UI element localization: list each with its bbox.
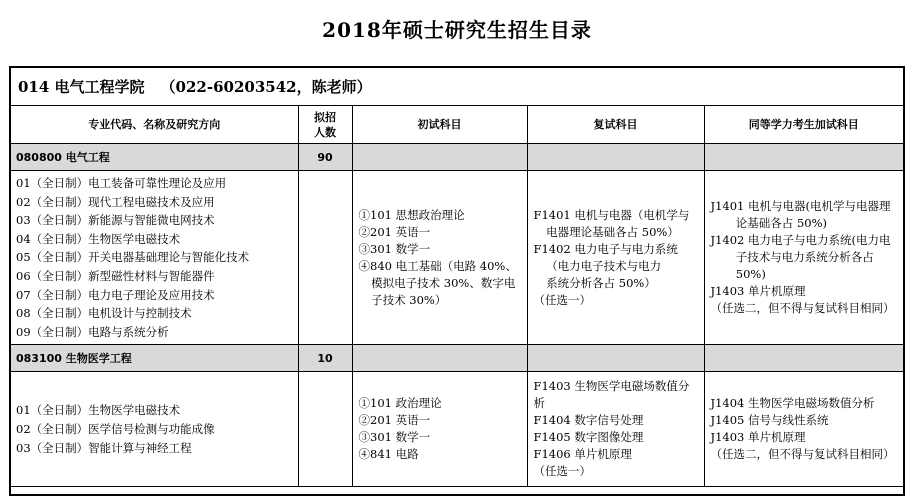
initial-subjects: ①101 政治理论 ②201 英语一 ③301 数学一 ④841 电路 xyxy=(352,372,527,487)
direction-item: 07（全日制）电力电子理论及应用技术 xyxy=(16,287,215,302)
major-row-electrical xyxy=(11,144,903,171)
header-retest: 复试科目 xyxy=(527,106,704,144)
direction-item: 03（全日制）智能计算与神经工程 xyxy=(16,440,192,455)
extra-subjects: J1401 电机与电器(电机学与电器理 论基础各占 50%) J1402 电力电子与电力系统(电力电 子技术与电力系统分析各占 50%) J1403 单片机原理 （任选二，但不得与复试科目相同） xyxy=(704,171,903,345)
quota-cell xyxy=(298,372,352,487)
major-code-name: 080800 电气工程 xyxy=(11,144,298,171)
retest-subjects: F1403 生物医学电磁场数值分 析 F1404 数字信号处理 F1405 数字图像处理 F1406 单片机原理 （任选一） xyxy=(527,372,704,487)
research-directions xyxy=(11,171,298,345)
direction-item: 05（全日制）开关电器基础理论与智能化技术 xyxy=(16,250,250,265)
initial-subjects: ①101 思想政治理论 ②201 英语一 ③301 数学一 ④840 电工基础（电路 40%、 模拟电子技术 30%、数字电 子技术 30%） xyxy=(352,171,527,345)
direction-item: 02（全日制）现代工程电磁技术及应用 xyxy=(16,194,215,209)
school-contact: （022-60203542，陈老师） xyxy=(160,78,372,96)
major-detail-row xyxy=(11,171,903,345)
major-code-name: 083100 生物医学工程 xyxy=(11,345,298,372)
direction-item: 01（全日制）电工装备可靠性理论及应用 xyxy=(16,176,227,190)
direction-item: 09（全日制）电路与系统分析 xyxy=(16,324,169,339)
major-detail-row xyxy=(11,372,903,487)
quota-cell xyxy=(298,171,352,345)
header-major: 专业代码、名称及研究方向 xyxy=(11,106,298,144)
direction-item: 02（全日制）医学信号检测与功能成像 xyxy=(16,422,215,437)
school-name: 014 电气工程学院 xyxy=(18,78,145,96)
header-initial: 初试科目 xyxy=(352,106,527,144)
major-row-biomedical xyxy=(11,345,903,372)
extra-subjects: J1404 生物医学电磁场数值分析 J1405 信号与线性系统 J1403 单片机原理 （任选二，但不得与复试科目相同） xyxy=(704,372,903,487)
header-quota: 拟招 人数 xyxy=(298,106,352,144)
header-extra: 同等学力考生加试科目 xyxy=(704,106,903,144)
major-quota: 90 xyxy=(298,144,352,171)
catalog-table xyxy=(9,66,905,496)
retest-subjects: F1401 电机与电器（电机学与 电器理论基础各占 50%） F1402 电力电子与电力系统 （电力电子技术与电力 系统分析各占 50%） （任选一） xyxy=(527,171,704,345)
direction-item: 01（全日制）生物医学电磁技术 xyxy=(16,403,181,418)
major-quota: 10 xyxy=(298,345,352,372)
table-header-row xyxy=(11,106,903,144)
direction-item: 08（全日制）电机设计与控制技术 xyxy=(16,306,192,321)
page-title: 2018年硕士研究生招生目录 xyxy=(322,18,592,42)
direction-item: 03（全日制）新能源与智能微电网技术 xyxy=(16,213,215,228)
school-header xyxy=(11,68,903,106)
direction-item: 04（全日制）生物医学电磁技术 xyxy=(16,231,181,246)
research-directions xyxy=(11,372,298,487)
majors-table xyxy=(11,106,903,487)
direction-item: 06（全日制）新型磁性材料与智能器件 xyxy=(16,268,215,283)
